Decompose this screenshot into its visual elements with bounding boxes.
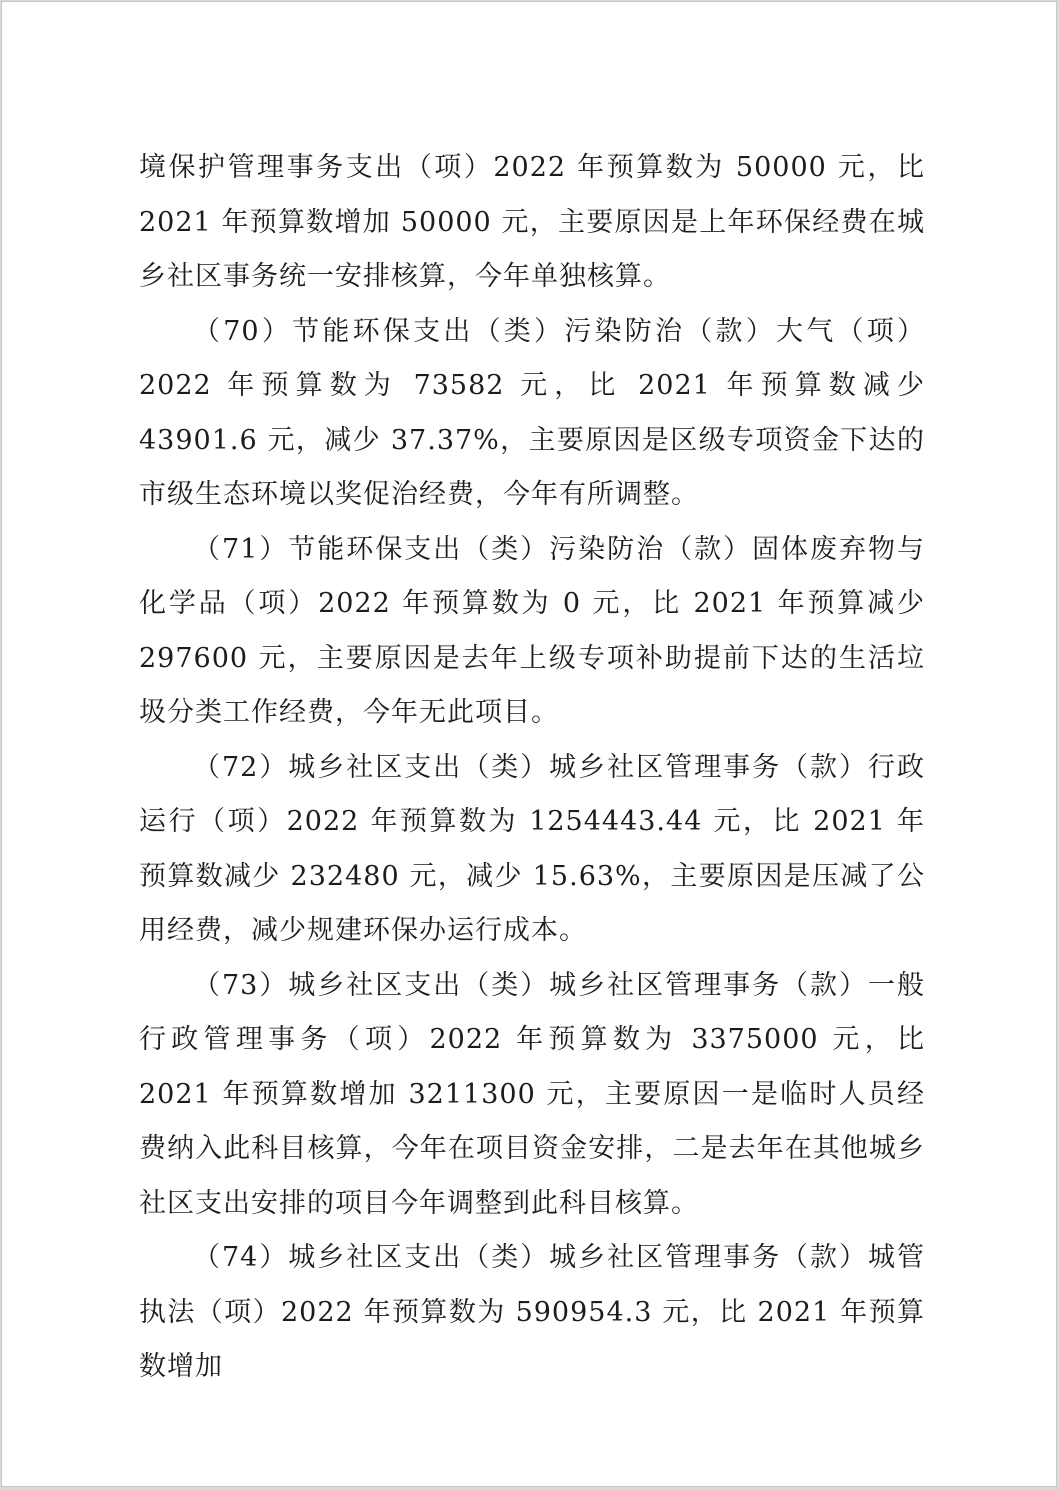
document-page: [1, 1, 1057, 1487]
document-body: [139, 141, 925, 1395]
paragraph-item-71: （71）节能环保支出（类）污染防治（款）固体废弃物与化学品（项）2022 年预算数为 0 元，比 2021 年预算减少 297600 元，主要原因是去年上级专项补助提前下达的生活垃圾分类工作经费，今年无此项目。: [139, 533, 925, 728]
paragraph-item-70: （70）节能环保支出（类）污染防治（款）大气（项）2022 年预算数为 73582 元，比 2021 年预算数减少 43901.6 元，减少 37.37%，主要原因是区级专项资金下达的市级生态环境以奖促治经费，今年有所调整。: [139, 315, 925, 510]
paragraph-continuation: 境保护管理事务支出（项）2022 年预算数为 50000 元，比 2021 年预算数增加 50000 元，主要原因是上年环保经费在城乡社区事务统一安排核算，今年单独核算。: [139, 152, 925, 292]
paragraph-item-72: （72）城乡社区支出（类）城乡社区管理事务（款）行政运行（项）2022 年预算数为 1254443.44 元，比 2021 年预算数减少 232480 元，减少 15.63%，主要原因是压减了公用经费，减少规建环保办运行成本。: [139, 751, 925, 946]
paragraph-item-74: （74）城乡社区支出（类）城乡社区管理事务（款）城管执法（项）2022 年预算数为 590954.3 元，比 2021 年预算数增加: [139, 1242, 925, 1382]
paragraph-item-73: （73）城乡社区支出（类）城乡社区管理事务（款）一般行政管理事务（项）2022 年预算数为 3375000 元，比 2021 年预算数增加 3211300 元，主要原因一是临时人员经费纳入此科目核算，今年在项目资金安排，二是去年在其他城乡社区支出安排的项目今年调整到此科目核算。: [139, 969, 925, 1219]
